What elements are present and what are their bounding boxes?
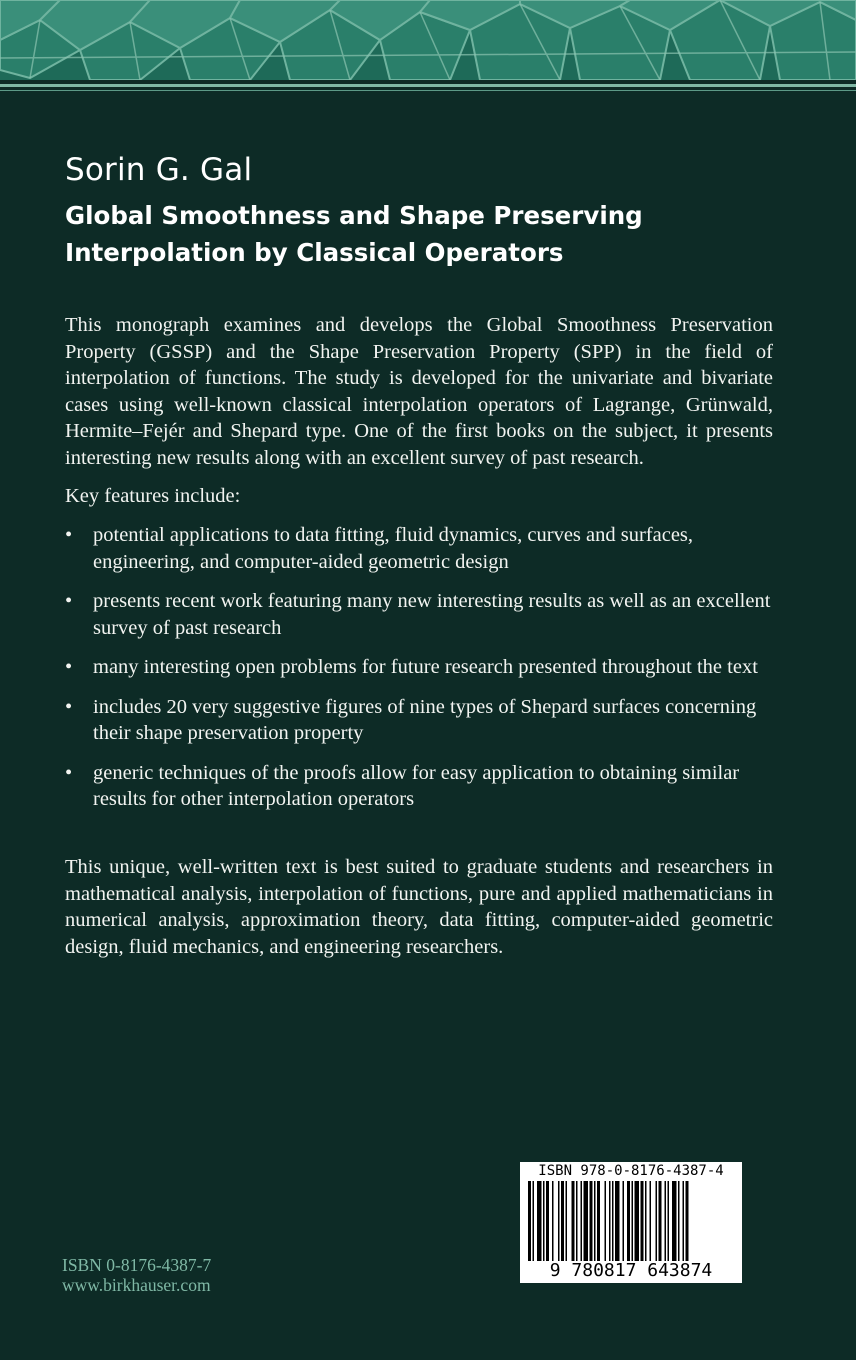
bullet-icon: • [65,695,73,718]
barcode-isbn-label: ISBN 978-0-8176-4387-4 [538,1163,724,1179]
barcode-bar [558,1181,560,1261]
barcode [520,1162,742,1283]
feature-item [65,654,773,681]
barcode-bar [581,1181,583,1261]
feature-text: many interesting open problems for future research presented throughout the text [93,656,758,678]
audience-paragraph: This unique, well-written text is best suited to graduate students and researchers in mathematical analysis, interpolation of functions, pure and applied mathematicians in numerical analysis, approximation theory, data fitting, computer-aided geometric design, fluid mechanics, and engineering researchers. [65,856,773,958]
barcode-bar [609,1181,611,1261]
barcode-bar [543,1181,545,1261]
barcode-bar [627,1181,630,1261]
bullet-icon: • [65,590,73,612]
bullet-icon: • [65,656,73,678]
publisher-info [62,1255,211,1295]
barcode-bar [650,1181,652,1261]
book-title [65,197,765,271]
band-divider-thin [0,90,856,91]
barcode-bar [668,1181,670,1261]
author-name: Sorin G. Gal [65,152,253,188]
barcode-bar [672,1181,677,1261]
publisher-website[interactable]: www.birkhauser.com [62,1275,211,1295]
mesh-pattern [0,0,856,80]
features-list [65,522,773,826]
barcode-bar [590,1181,593,1261]
feature-item [65,760,773,813]
feature-text: potential applications to data fitting, fluid dynamics, curves and surfaces, engineering, and computer-aided geometric design [93,524,694,573]
decorative-band [0,0,856,80]
title-line-1: Global Smoothness and Shape Preserving [65,201,643,230]
barcode-bar [612,1181,614,1261]
bullet-icon: • [65,761,73,784]
isbn-10: ISBN 0-8176-4387-7 [62,1255,212,1275]
barcode-bar [615,1181,620,1261]
barcode-bar [659,1181,662,1261]
barcode-bar [566,1181,568,1261]
barcode-bar [683,1181,685,1261]
barcode-bar [678,1181,680,1261]
barcode-bar [632,1181,634,1261]
barcode-bar [572,1181,575,1261]
barcode-bar [641,1181,644,1261]
band-divider [0,84,856,87]
barcode-bar [537,1181,542,1261]
title-line-2: Interpolation by Classical Operators [65,238,564,267]
bullet-icon: • [65,524,73,546]
barcode-bar [623,1181,625,1261]
barcode-bar [656,1181,658,1261]
barcode-bar [665,1181,667,1261]
features-intro: Key features include: [65,485,241,507]
barcode-bar [594,1181,596,1261]
barcode-bar [597,1181,600,1261]
barcode-bar [635,1181,640,1261]
barcode-bar [528,1181,531,1261]
feature-item [65,694,773,747]
barcode-bar [686,1181,689,1261]
feature-text: generic techniques of the proofs allow for easy application to obtaining similar results for other interpolation operators [93,761,740,810]
barcode-bar [561,1181,564,1261]
feature-item [65,522,773,575]
barcode-bar [546,1181,549,1261]
barcode-bar [645,1181,647,1261]
barcode-bar [584,1181,589,1261]
barcode-bar [552,1181,554,1261]
feature-text: presents recent work featuring many new interesting results as well as an excellent survey of past research [93,590,771,639]
feature-item [65,588,773,641]
barcode-bar [533,1181,535,1261]
barcode-bar [576,1181,578,1261]
description-paragraph: This monograph examines and develops the Global Smoothness Preservation Property (GSSP) and the Shape Preservation Property (SPP) in the field of interpolation of functions. The study is developed for the univariate and bivariate cases using well-known classical interpolation operators of Lagrange, Grünwald, Hermite–Fejér and Shepard type. One of the first books on the subject, it presents interesting new results along with an excellent survey of past research. [65,314,773,469]
feature-text: includes 20 very suggestive figures of nine types of Shepard surfaces concerning their shape preservation property [93,695,757,744]
barcode-bar [605,1181,607,1261]
barcode-digits: 9 780817 643874 [549,1260,713,1281]
